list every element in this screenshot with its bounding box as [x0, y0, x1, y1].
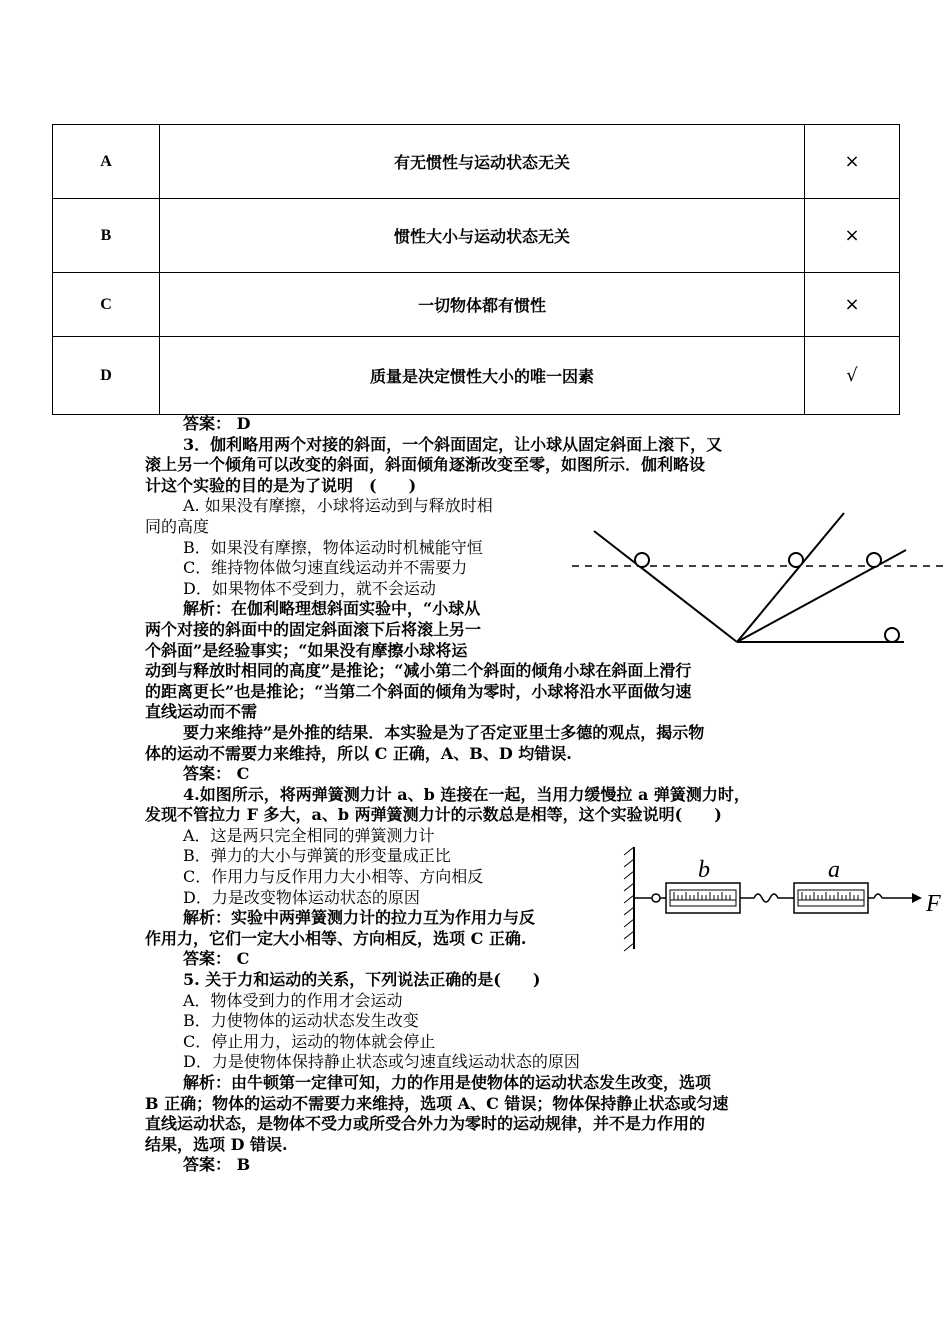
- fixed-incline: [594, 531, 737, 642]
- q4-stem-line: 发现不管拉力 F 多大，a、b 两弹簧测力计的示数总是相等，这个实验说明( ): [145, 805, 722, 825]
- q5-stem: 5. 关于力和运动的关系，下列说法正确的是( ): [183, 970, 541, 990]
- check-mark-icon: √: [805, 337, 900, 415]
- q5-analysis-line: 结果，选项 D 错误.: [145, 1134, 288, 1154]
- arrow-head-icon: [912, 893, 922, 903]
- q3-analysis-line: 动到与释放时相同的高度”是推论；“减小第二个斜面的倾角小球在斜面上滑行: [145, 661, 692, 681]
- row-content: 质量是决定惯性大小的唯一因素: [160, 337, 805, 415]
- q4-option-a: A．这是两只完全相同的弹簧测力计: [183, 825, 435, 845]
- q3-option-a: A. 如果没有摩擦，小球将运动到与释放时相: [183, 496, 493, 516]
- spring-scales-figure: [622, 845, 948, 953]
- q5-analysis-line: B 正确；物体的运动不需要力来维持，选项 A、C 错误；物体保持静止状态或匀速: [145, 1093, 729, 1113]
- row-label: B: [53, 199, 160, 273]
- q3-stem-line: 滚上另一个倾角可以改变的斜面，斜面倾角逐渐改变至零，如图所示．伽利略设: [145, 455, 706, 475]
- q3-option-a-cont: 同的高度: [145, 516, 210, 536]
- label-f: F: [926, 891, 941, 917]
- q3-analysis-line: 要力来维持”是外推的结果．本实验是为了否定亚里士多德的观点，揭示物: [183, 722, 705, 742]
- options-table: [52, 124, 900, 415]
- ball-icon: [789, 553, 803, 567]
- answer-2: 答案： D: [183, 414, 251, 433]
- q5-analysis-line: 直线运动状态，是物体不受力或所受合外力为零时的运动规律，并不是力作用的: [145, 1114, 706, 1134]
- ball-icon: [885, 628, 899, 642]
- spring-scale-a: [794, 883, 868, 913]
- incline-figure: [570, 508, 948, 648]
- q3-option-c: C．维持物体做匀速直线运动并不需要力: [183, 558, 468, 578]
- q3-analysis-line: 的距离更长”也是推论；“当第二个斜面的倾角为零时，小球将沿水平面做匀速: [145, 681, 692, 701]
- q4-option-d: D．力是改变物体运动状态的原因: [183, 887, 420, 907]
- q3-answer: 答案： C: [183, 764, 250, 784]
- table-row: [53, 273, 900, 337]
- q4-option-c: C．作用力与反作用力大小相等、方向相反: [183, 867, 484, 887]
- q5-answer: 答案： B: [183, 1155, 251, 1175]
- spring-scale-b: [666, 883, 740, 913]
- cross-mark-icon: ×: [805, 125, 900, 199]
- ball-icon: [867, 553, 881, 567]
- row-label: D: [53, 337, 160, 415]
- q4-analysis-line: 作用力，它们一定大小相等、方向相反，选项 C 正确.: [145, 928, 527, 948]
- row-content: 惯性大小与运动状态无关: [160, 199, 805, 273]
- q3-stem-line: 3．伽利略用两个对接的斜面，一个斜面固定，让小球从固定斜面上滚下，又: [183, 434, 723, 454]
- q4-stem-line: 4.如图所示，将两弹簧测力计 a、b 连接在一起，当用力缓慢拉 a 弹簧测力时，: [183, 784, 750, 804]
- table-row: [53, 337, 900, 415]
- q3-analysis-line: 直线运动而不需: [145, 702, 258, 722]
- row-content: 一切物体都有惯性: [160, 273, 805, 337]
- q3-option-d: D．如果物体不受到力，就不会运动: [183, 578, 436, 598]
- q4-analysis-line: 解析：实验中两弹簧测力计的拉力互为作用力与反: [183, 908, 536, 928]
- q5-option-b: B．力使物体的运动状态发生改变: [183, 1011, 419, 1031]
- ball-icon: [635, 553, 649, 567]
- q5-analysis-line: 解析：由牛顿第一定律可知，力的作用是使物体的运动状态发生改变，选项: [183, 1073, 712, 1092]
- q3-analysis-line: 两个对接的斜面中的固定斜面滚下后将滚上另一: [145, 619, 482, 639]
- steep-incline: [737, 513, 844, 642]
- label-a: a: [828, 857, 840, 883]
- cross-mark-icon: ×: [805, 273, 900, 337]
- q3-analysis-line: 解析：在伽利略理想斜面实验中，“小球从: [183, 599, 481, 619]
- q3-stem-line: 计这个实验的目的是为了说明 ( ): [145, 475, 417, 495]
- row-label: A: [53, 125, 160, 199]
- q3-option-b: B．如果没有摩擦，物体运动时机械能守恒: [183, 537, 483, 557]
- wall-icon: [624, 847, 634, 951]
- cross-mark-icon: ×: [805, 199, 900, 273]
- row-label: C: [53, 273, 160, 337]
- q3-analysis-line: 个斜面”是经验事实；“如果没有摩擦小球将运: [145, 640, 468, 660]
- q4-option-b: B．弹力的大小与弹簧的形变量成正比: [183, 846, 451, 866]
- q4-answer: 答案： C: [183, 949, 250, 969]
- row-content: 有无惯性与运动状态无关: [160, 125, 805, 199]
- q5-option-d: D．力是使物体保持静止状态或匀速直线运动状态的原因: [183, 1052, 580, 1072]
- label-b: b: [698, 857, 710, 883]
- q5-option-c: C．停止用力，运动的物体就会停止: [183, 1031, 436, 1051]
- q5-option-a: A．物体受到力的作用才会运动: [183, 990, 403, 1010]
- table-row: [53, 125, 900, 199]
- table-row: [53, 199, 900, 273]
- q3-analysis-line: 体的运动不需要力来维持，所以 C 正确，A、B、D 均错误.: [145, 743, 572, 763]
